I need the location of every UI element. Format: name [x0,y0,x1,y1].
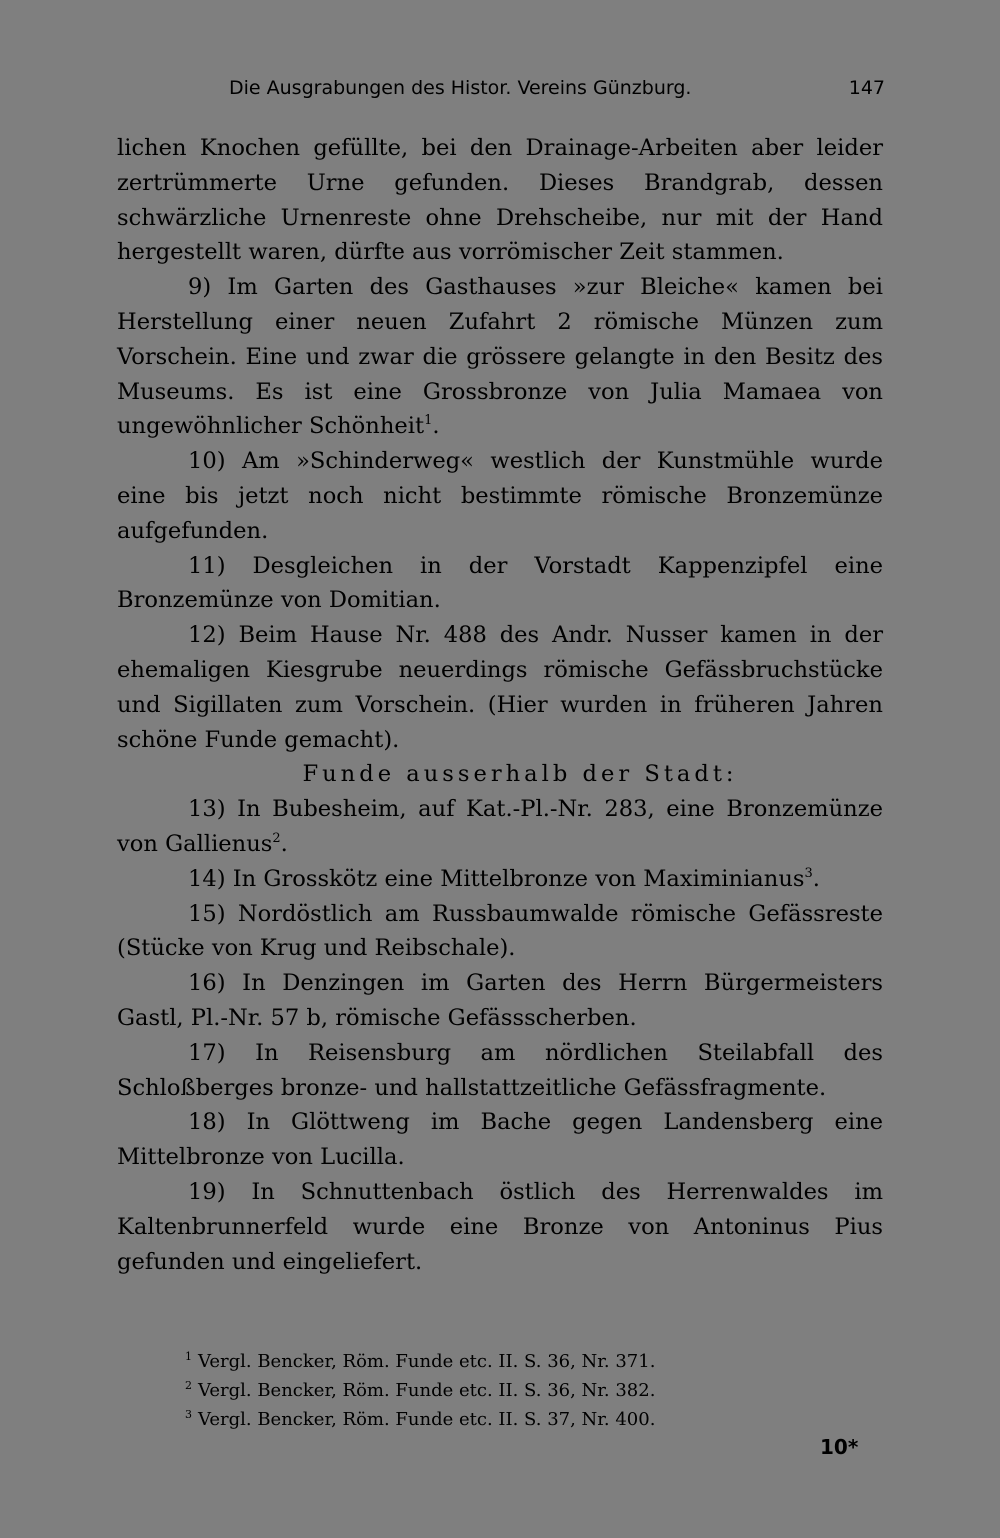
footnote [185,1376,805,1405]
paragraph [117,792,883,862]
footnote-marker: 3 [185,1408,192,1421]
paragraph [117,862,883,897]
page-number: 147 [848,77,885,99]
paragraph: 19) In Schnuttenbach östlich des Herrenwaldes im Kaltenbrunnerfeld wurde eine Bronze von Antoninus Pius gefunden und eingeliefert. [117,1178,883,1275]
footnote-text: Vergl. Bencker, Röm. Funde etc. II. S. 36, Nr. 382. [198,1380,656,1401]
paragraph-text: 14) In Grosskötz eine Mittelbronze von Maximinianus [188,865,805,892]
footnote-marker: 1 [185,1350,192,1363]
footnote-text: Vergl. Bencker, Röm. Funde etc. II. S. 36, Nr. 371. [198,1351,656,1372]
body-text [117,131,883,1279]
paragraph-end: . [812,865,820,892]
footnote [185,1405,805,1434]
paragraph: 16) In Denzingen im Garten des Herrn Bürgermeisters Gastl, Pl.-Nr. 57 b, römische Gefässscherben. [117,970,883,1031]
footnote-marker: 2 [185,1379,192,1392]
paragraph-text: 13) In Bubesheim, auf Kat.-Pl.-Nr. 283, eine Bronzemünze von Gallienus [117,796,883,857]
paragraph: 15) Nordöstlich am Russbaumwalde römische Gefässreste (Stücke von Krug und Reibschale). [117,900,883,962]
header-title: Die Ausgrabungen des Histor. Vereins Günzburg. [229,77,692,99]
paragraph: lichen Knochen gefüllte, bei den Drainage-Arbeiten aber leider zertrümmerte Urne gefunden. Dieses Brandgrab, dessen schwärzliche Urnenreste ohne Drehscheibe, nur mit der Hand hergestellt waren, dürfte aus vorrömischer Zeit stammen. [117,135,883,266]
paragraph: 11) Desgleichen in der Vorstadt Kappenzipfel eine Bronzemünze von Domitian. [117,552,883,614]
paragraph: 12) Beim Hause Nr. 488 des Andr. Nusser kamen in der ehemaligen Kiesgrube neuerdings römische Gefässbruchstücke und Sigillaten zum Vorschein. (Hier wurden in früheren Jahren schöne Funde gemacht). [117,622,883,753]
paragraph-text: 9) Im Garten des Gasthauses »zur Bleiche« kamen bei Herstellung einer neuen Zufahrt 2 römische Münzen zum Vorschein. Eine und zwar die grössere gelangte in den Besitz des Museums. Es ist eine Grossbronze von Julia Mamaea von ungewöhnlicher Schönheit [117,274,883,440]
footnotes [185,1347,805,1434]
paragraph [117,270,883,444]
paragraph-end: . [280,830,288,857]
paragraph-end: . [432,413,440,440]
paragraph: 18) In Glöttweng im Bache gegen Landensberg eine Mittelbronze von Lucilla. [117,1109,883,1171]
footnote-ref: 3 [804,865,813,881]
footnote-text: Vergl. Bencker, Röm. Funde etc. II. S. 37, Nr. 400. [198,1409,656,1430]
paragraph: 17) In Reisensburg am nördlichen Steilabfall des Schloßberges bronze- und hallstattzeitliche Gefässfragmente. [117,1039,883,1101]
footnote-ref: 2 [272,830,281,846]
paragraph: 10) Am »Schinderweg« westlich der Kunstmühle wurde eine bis jetzt noch nicht bestimmte römische Bronzemünze aufgefunden. [117,448,883,544]
running-header [229,72,885,104]
footnote [185,1347,805,1376]
section-heading: Funde ausserhalb der Stadt: [302,761,738,788]
printer-signature: 10* [820,1435,859,1459]
footnote-ref: 1 [424,413,433,429]
